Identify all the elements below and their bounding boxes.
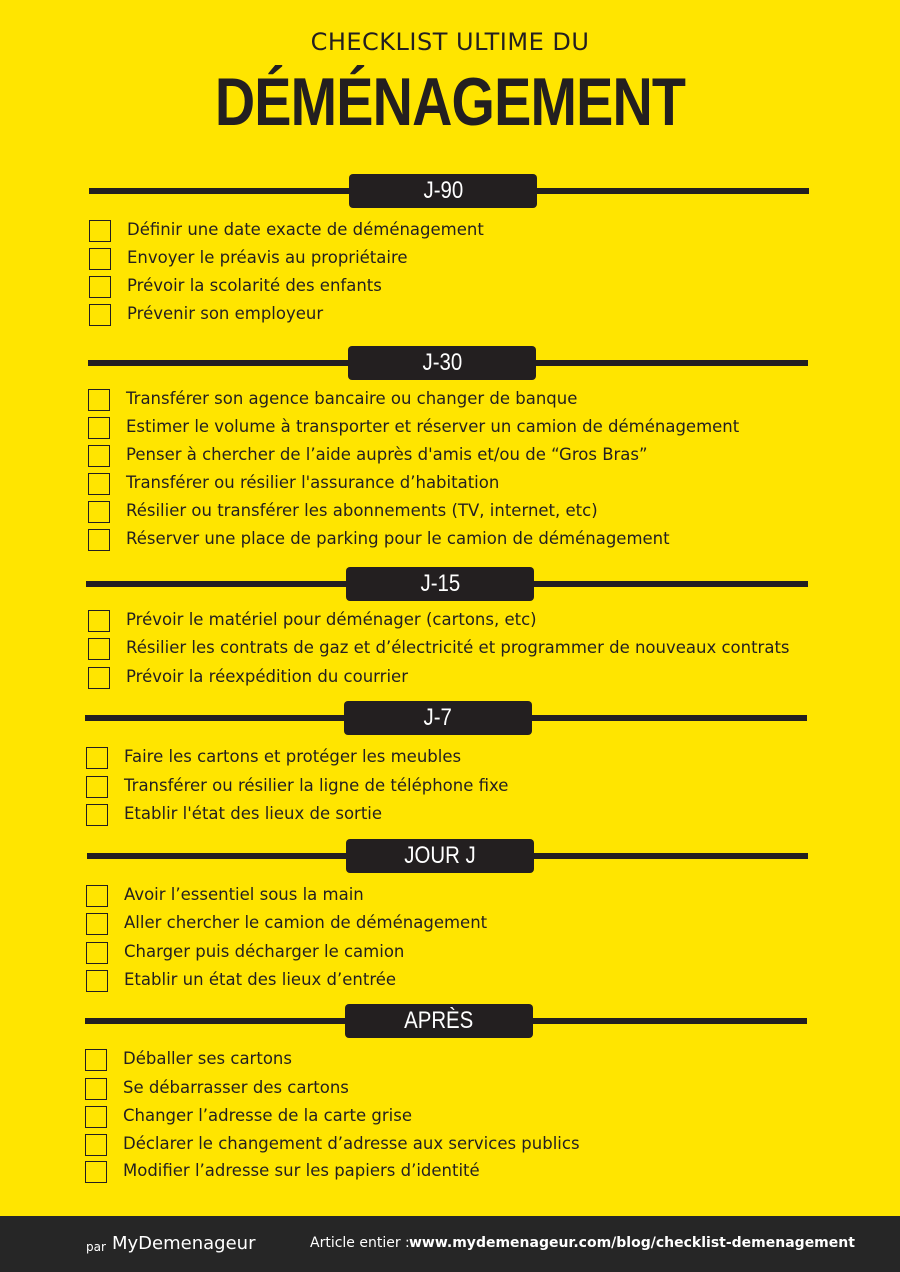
section-heading-label: J-90	[423, 177, 463, 204]
section-heading-label: J-30	[422, 349, 462, 376]
checkbox[interactable]	[86, 970, 108, 992]
checklist-item-label: Etablir l'état des lieux de sortie	[124, 804, 383, 823]
checkbox[interactable]	[88, 417, 110, 439]
footer-by: par	[86, 1240, 106, 1254]
section-heading	[346, 839, 534, 873]
checklist-item-label: Aller chercher le camion de déménagement	[124, 913, 488, 932]
checkbox[interactable]	[85, 1078, 107, 1100]
checkbox[interactable]	[89, 220, 111, 242]
page-title: DÉMÉNAGEMENT	[214, 64, 686, 140]
checklist-item-label: Prévoir la réexpédition du courrier	[126, 667, 408, 686]
checklist-item-label: Définir une date exacte de déménagement	[127, 220, 484, 239]
checklist-item-label: Transférer son agence bancaire ou changer de banque	[126, 389, 578, 408]
footer	[0, 1216, 900, 1272]
checklist-item-label: Envoyer le préavis au propriétaire	[127, 248, 408, 267]
section-heading-label: J-15	[420, 570, 460, 597]
checklist-item-label: Réserver une place de parking pour le camion de déménagement	[126, 529, 670, 548]
section-heading	[344, 701, 532, 735]
section-heading	[348, 346, 536, 380]
checkbox[interactable]	[89, 304, 111, 326]
checkbox[interactable]	[88, 610, 110, 632]
checklist-item-label: Changer l’adresse de la carte grise	[123, 1106, 413, 1125]
checkbox[interactable]	[86, 804, 108, 826]
checkbox[interactable]	[88, 445, 110, 467]
checkbox[interactable]	[88, 473, 110, 495]
checkbox[interactable]	[88, 389, 110, 411]
footer-article-label: Article entier :	[310, 1235, 410, 1251]
checklist-item-label: Se débarrasser des cartons	[123, 1078, 349, 1097]
checkbox[interactable]	[85, 1106, 107, 1128]
checklist-item-label: Déclarer le changement d’adresse aux services publics	[123, 1134, 580, 1153]
checklist-item-label: Modifier l’adresse sur les papiers d’identité	[123, 1161, 480, 1180]
checklist-item-label: Prévenir son employeur	[127, 304, 324, 323]
subtitle: CHECKLIST ULTIME DU	[310, 28, 590, 56]
checklist-item-label: Prévoir la scolarité des enfants	[127, 276, 382, 295]
checkbox[interactable]	[88, 638, 110, 660]
checkbox[interactable]	[86, 747, 108, 769]
checklist-item-label: Charger puis décharger le camion	[124, 942, 405, 961]
checkbox[interactable]	[85, 1049, 107, 1071]
checklist-item-label: Faire les cartons et protéger les meubles	[124, 747, 462, 766]
checklist-item-label: Avoir l’essentiel sous la main	[124, 885, 364, 904]
checkbox[interactable]	[88, 667, 110, 689]
checkbox[interactable]	[86, 885, 108, 907]
checkbox[interactable]	[88, 501, 110, 523]
section-heading	[349, 174, 537, 208]
section-heading-label: APRÈS	[404, 1007, 474, 1034]
section-heading-label: J-7	[423, 704, 453, 731]
checkbox[interactable]	[89, 276, 111, 298]
section-heading	[345, 1004, 533, 1038]
checkbox[interactable]	[89, 248, 111, 270]
checklist-item-label: Estimer le volume à transporter et réserver un camion de déménagement	[126, 417, 740, 436]
checkbox[interactable]	[86, 913, 108, 935]
checkbox[interactable]	[86, 776, 108, 798]
checklist-item-label: Résilier les contrats de gaz et d’électricité et programmer de nouveaux contrats	[126, 638, 790, 657]
checklist-item-label: Penser à chercher de l’aide auprès d'amis et/ou de “Gros Bras”	[126, 445, 648, 464]
checklist-item-label: Prévoir le matériel pour déménager (cartons, etc)	[126, 610, 537, 629]
checklist-item-label: Transférer ou résilier la ligne de téléphone fixe	[124, 776, 509, 795]
checkbox[interactable]	[85, 1161, 107, 1183]
checklist-item-label: Déballer ses cartons	[123, 1049, 292, 1068]
checklist-item-label: Résilier ou transférer les abonnements (TV, internet, etc)	[126, 501, 598, 520]
checkbox[interactable]	[85, 1134, 107, 1156]
section-heading	[346, 567, 534, 601]
footer-url[interactable]: www.mydemenageur.com/blog/checklist-demenagement	[409, 1235, 855, 1251]
checklist-item-label: Etablir un état des lieux d’entrée	[124, 970, 397, 989]
checkbox[interactable]	[86, 942, 108, 964]
section-heading-label: JOUR J	[404, 842, 476, 869]
checklist-item-label: Transférer ou résilier l'assurance d’habitation	[126, 473, 500, 492]
checkbox[interactable]	[88, 529, 110, 551]
footer-brand: MyDemenageur	[112, 1233, 256, 1254]
